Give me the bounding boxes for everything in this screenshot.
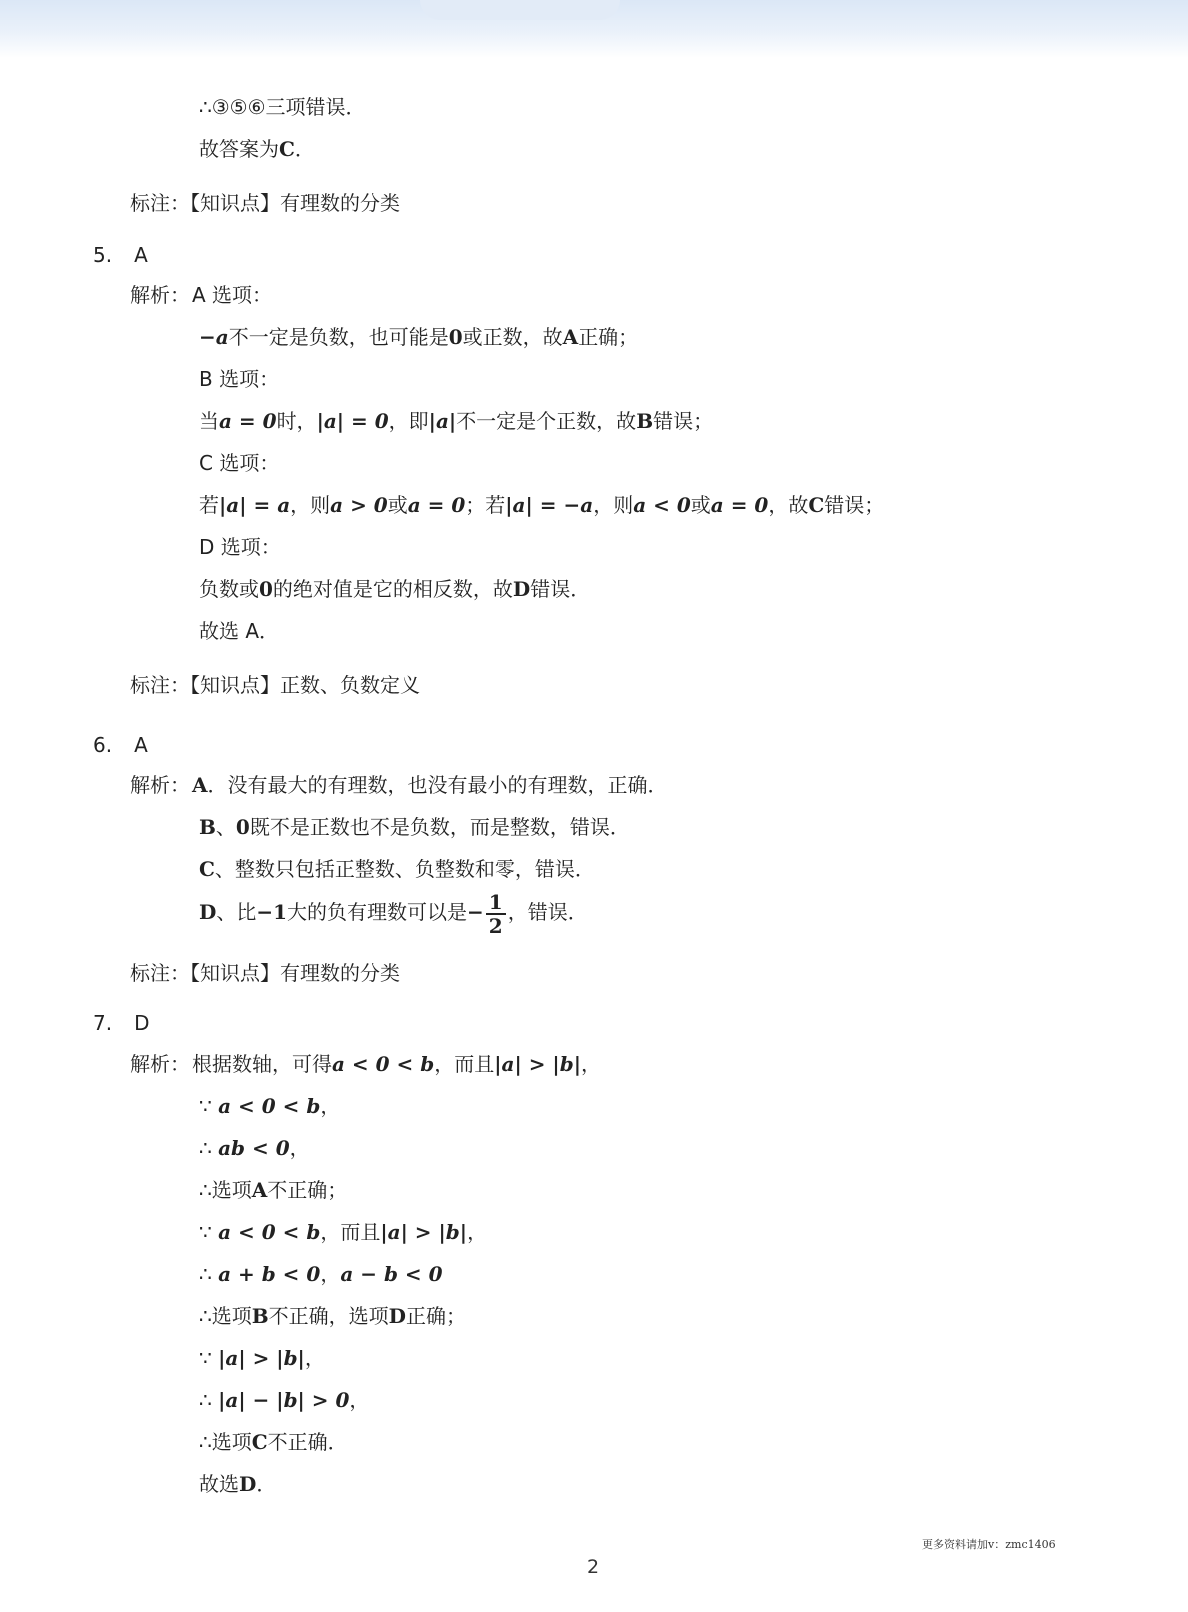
analysis-label: 解析： [130, 1052, 190, 1076]
knowledge-tag: 标注：【知识点】有理数的分类 [130, 961, 400, 985]
option-head: D 选项： [199, 535, 281, 559]
q5-tag [130, 671, 420, 699]
text: 时， [276, 409, 317, 433]
text: 根据数轴，可得 [192, 1052, 332, 1076]
text: 不一定是负数，也可能是 [228, 325, 449, 349]
q7-step-4 [199, 1176, 347, 1204]
math: |a| > |b| [494, 1052, 581, 1076]
math: D [199, 900, 217, 924]
text: ∴选项 [199, 1304, 252, 1328]
q6-line-c [199, 855, 595, 883]
q6-line-d [199, 884, 588, 940]
text: 正确； [405, 1304, 466, 1328]
knowledge-tag: 标注：【知识点】正数、负数定义 [130, 673, 420, 697]
text: ，即 [388, 409, 429, 433]
text: ∵ [199, 1094, 212, 1118]
math: C [199, 857, 215, 881]
math: a = 0 [710, 493, 769, 517]
math: D [239, 1472, 257, 1496]
math: |a| > |b| [218, 1346, 305, 1370]
text: ；若 [465, 493, 506, 517]
q7-step-6 [199, 1260, 443, 1288]
question-number: 7. [93, 1011, 113, 1035]
text: 既不是正数也不是负数，而是整数，错误． [249, 815, 630, 839]
math: |a| [428, 409, 457, 433]
math: a < 0 < b [332, 1052, 435, 1076]
text: ． [256, 1472, 277, 1496]
text: ，则 [290, 493, 331, 517]
text: 的绝对值是它的相反数，故 [272, 577, 513, 601]
option-head: C 选项： [199, 451, 280, 475]
text: ∵ [199, 1220, 212, 1244]
q5-c-head [199, 449, 279, 477]
option-head: A 选项： [192, 283, 273, 307]
math: C [808, 493, 825, 517]
analysis-label: 解析： [130, 283, 190, 307]
q7-conclusion [199, 1470, 276, 1498]
text: ，而且 [320, 1220, 381, 1244]
text: 不正确； [267, 1178, 348, 1202]
text: ， [320, 1262, 341, 1286]
text: 、整数只包括正整数、负整数和零，错误． [214, 857, 595, 881]
math: B [251, 1304, 269, 1328]
q6-tag [130, 959, 400, 987]
text: 负数或 [199, 577, 259, 601]
math: C [251, 1430, 268, 1454]
math: 0 [235, 815, 250, 839]
text: ∴ [199, 1388, 212, 1412]
math: B [199, 815, 216, 839]
text: 故答案为 [199, 137, 279, 161]
math: a − b < 0 [340, 1262, 443, 1286]
text: ∴选项 [199, 1430, 252, 1454]
q5-b-head [199, 365, 279, 393]
math: a = 0 [219, 409, 277, 433]
prev-line-1 [199, 93, 366, 121]
q7-header [93, 1009, 150, 1037]
math: − [199, 325, 216, 349]
text: 、 [215, 815, 236, 839]
math: D [388, 1304, 406, 1328]
math: A [562, 325, 579, 349]
text: 故选 A． [199, 619, 280, 643]
text: ∴③⑤⑥三项错误． [199, 95, 366, 119]
knowledge-tag: 标注：【知识点】有理数的分类 [130, 191, 400, 215]
q5-a-head [130, 281, 272, 309]
fraction [486, 891, 506, 937]
math: |a| = a [219, 493, 291, 517]
question-answer: A [134, 243, 148, 267]
math: A [251, 1178, 268, 1202]
math: |a| = 0 [316, 409, 389, 433]
fraction-denominator: 2 [488, 913, 503, 938]
math: B [636, 409, 654, 433]
text: 或 [690, 493, 711, 517]
q7-step-3 [199, 1134, 310, 1162]
q7-step-9 [199, 1386, 369, 1414]
q5-d-head [199, 533, 281, 561]
text: ． [294, 137, 315, 161]
q5-a-line [199, 323, 638, 351]
q7-step-1 [130, 1050, 601, 1078]
q5-header [93, 241, 148, 269]
text: 不一定是个正数，故 [456, 409, 637, 433]
text: 当 [199, 409, 219, 433]
math: |a| − |b| > 0 [218, 1388, 350, 1412]
math: ab < 0 [218, 1136, 290, 1160]
text: ，而且 [434, 1052, 495, 1076]
text: 错误． [530, 577, 591, 601]
text: 或 [387, 493, 408, 517]
text: 不正确，选项 [268, 1304, 389, 1328]
text: 不正确． [267, 1430, 348, 1454]
text: 或正数，故 [462, 325, 563, 349]
math: 0 [448, 325, 463, 349]
page-number: 2 [587, 1556, 600, 1578]
text: ∵ [199, 1346, 212, 1370]
q7-step-5 [199, 1218, 487, 1246]
question-number: 5. [93, 243, 113, 267]
q5-b-line [199, 407, 713, 435]
math: |a| = −a [505, 493, 594, 517]
text: ， [580, 1052, 601, 1076]
math: |a| > |b| [380, 1220, 468, 1244]
text: ∴ [199, 1262, 212, 1286]
text: ， [289, 1136, 310, 1160]
fraction-numerator: 1 [486, 891, 506, 915]
text: ，则 [593, 493, 634, 517]
q6-line-a [130, 771, 668, 799]
math: D [512, 577, 531, 601]
text: 大的负有理数可以是 [287, 900, 468, 924]
math: a < 0 < b [218, 1220, 321, 1244]
text: ， [320, 1094, 341, 1118]
q6-header [93, 731, 148, 759]
text: ，错误． [507, 900, 588, 924]
text: 、比 [216, 900, 257, 924]
option-head: B 选项： [199, 367, 280, 391]
q5-d-line [199, 575, 590, 603]
text: ， [467, 1220, 488, 1244]
math: −1 [256, 900, 288, 924]
math: a [215, 325, 229, 349]
text: ， [349, 1388, 370, 1412]
math: − [467, 900, 484, 924]
q5-conclusion [199, 617, 279, 645]
q6-line-b [199, 813, 630, 841]
header-banner [0, 0, 1188, 58]
q5-c-line [199, 491, 884, 519]
math: a + b < 0 [218, 1262, 321, 1286]
question-number: 6. [93, 733, 113, 757]
math: A [192, 773, 208, 797]
text: ∴ [199, 1136, 212, 1160]
text: ∴选项 [199, 1178, 252, 1202]
math: C [279, 137, 295, 161]
math: 0 [259, 577, 273, 601]
prev-line-2 [199, 135, 315, 163]
prev-tag [130, 189, 400, 217]
math: a < 0 [633, 493, 691, 517]
text: 故选 [199, 1472, 239, 1496]
question-answer: D [134, 1011, 150, 1035]
footer-note: 更多资料请加v：zmc1406 [922, 1538, 1056, 1551]
question-answer: A [134, 733, 148, 757]
text: ，故 [768, 493, 809, 517]
q7-step-8 [199, 1344, 325, 1372]
text: 错误； [824, 493, 885, 517]
math: a > 0 [330, 493, 388, 517]
text: ， [304, 1346, 325, 1370]
text: 错误； [653, 409, 714, 433]
text: 若 [199, 493, 219, 517]
q7-step-7 [199, 1302, 466, 1330]
math: a < 0 < b [218, 1094, 321, 1118]
math: a = 0 [407, 493, 466, 517]
text: ．没有最大的有理数，也没有最小的有理数，正确． [207, 773, 668, 797]
text: 正确； [578, 325, 639, 349]
q7-step-2 [199, 1092, 340, 1120]
analysis-label: 解析： [130, 773, 190, 797]
q7-step-10 [199, 1428, 348, 1456]
